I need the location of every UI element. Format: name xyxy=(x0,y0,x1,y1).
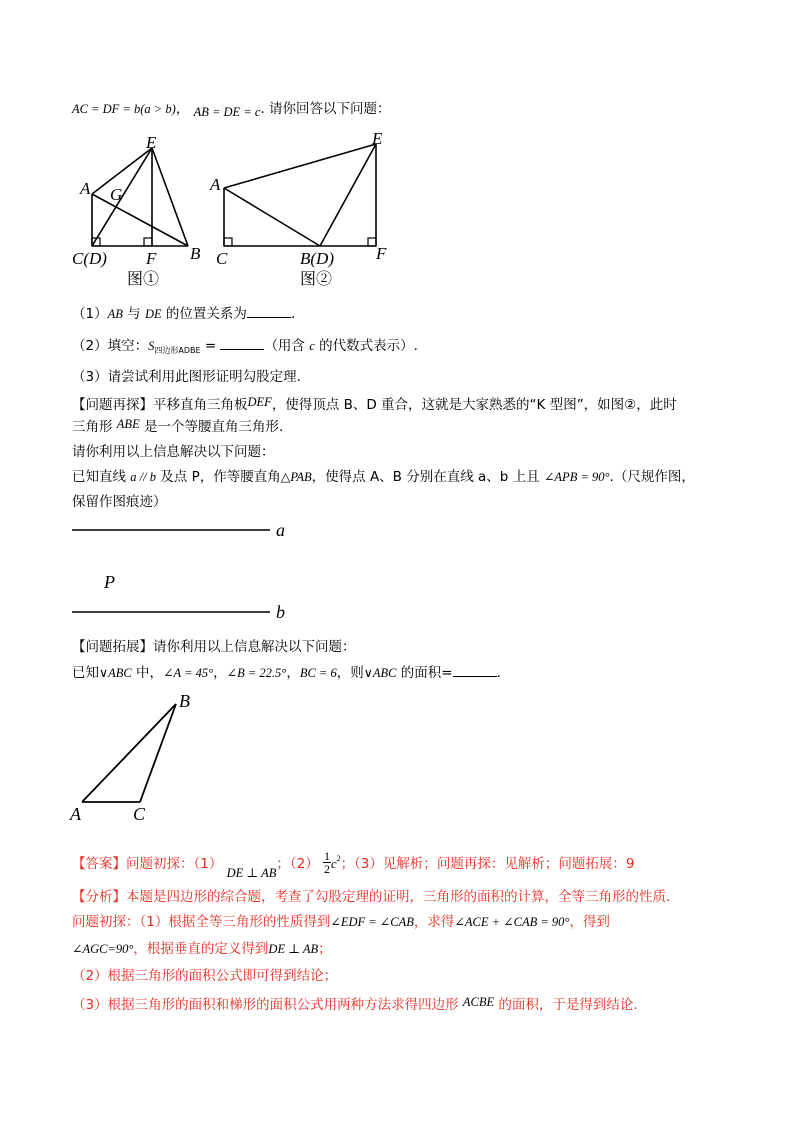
analysis-math-angle-sum: ∠ACE + ∠CAB = 90° xyxy=(454,915,570,929)
analysis-math-angle-agc: ∠AGC=90° xyxy=(72,942,134,956)
answer-heading: 【答案】 xyxy=(72,856,126,872)
question-1 xyxy=(72,305,295,323)
q2-math-s: S xyxy=(148,339,155,353)
answer-text-3: ；（3）见解析；问题再探：见解析；问题拓展：9 xyxy=(340,856,635,872)
answer-line xyxy=(72,848,635,880)
explore-line-4 xyxy=(72,468,695,486)
explore-text-5: 请你利用以上信息解决以下问题： xyxy=(72,444,275,460)
analysis-text-2a: 问题初探：（1）根据全等三角形的性质得到 xyxy=(72,914,331,930)
fig2-caption: 图② xyxy=(300,271,333,288)
answer-superscript: 2 xyxy=(336,854,341,863)
q1-end: . xyxy=(290,306,296,322)
q1-math-ab: AB xyxy=(107,307,123,321)
analysis-line-3 xyxy=(72,940,332,958)
explore-text-10: 保留作图痕迹） xyxy=(72,494,167,510)
explore-text-2: ，使得顶点 B、D 重合，这就是大家熟悉的“K 型图”，如图②，此时 xyxy=(271,397,677,413)
triangle-figure xyxy=(0,688,800,828)
answer-text-2: ；（2） xyxy=(276,856,319,872)
extend-sep-1: ， xyxy=(213,665,227,681)
fig2-label-F: F xyxy=(376,244,387,263)
extend-line-2 xyxy=(72,664,501,682)
analysis-text-3a: ，根据垂直的定义得到 xyxy=(133,941,269,957)
q2-subscript: 四边形ADBE xyxy=(154,346,201,355)
explore-text-4: 是一个等腰直角三角形. xyxy=(139,419,284,435)
analysis-line-4 xyxy=(72,967,337,985)
q2-paren: （用含 xyxy=(264,338,310,354)
analysis-math-acbe: ACBE xyxy=(462,995,495,1009)
equation-ab-de: AB = DE = c xyxy=(193,105,261,119)
explore-line-1 xyxy=(72,396,677,414)
triangle-label-B: B xyxy=(179,691,190,711)
q2-answer-blank[interactable] xyxy=(220,337,264,350)
line-a-label: a xyxy=(276,520,285,540)
answer-math-c: c xyxy=(331,857,337,871)
line-b-label: b xyxy=(276,602,285,622)
extend-line-1 xyxy=(72,638,356,656)
extend-text-3: 中， xyxy=(131,665,164,681)
analysis-heading: 【分析】 xyxy=(72,889,126,905)
answer-fraction xyxy=(323,850,331,875)
extend-sep-2: ， xyxy=(286,665,300,681)
answer-math-perpendicular: DE ⊥ AB xyxy=(226,866,277,880)
q1-answer-blank[interactable] xyxy=(247,305,291,318)
q2-math-c: c xyxy=(309,339,315,353)
analysis-text-5b: 的面积，于是得到结论. xyxy=(494,997,638,1013)
analysis-text-4: （2）根据三角形的面积公式即可得到结论； xyxy=(72,968,338,984)
analysis-line-2 xyxy=(72,913,610,931)
fraction-numerator: 1 xyxy=(324,848,330,863)
extend-math-abc-2: ∨ABC xyxy=(363,666,397,680)
q1-number: （1） xyxy=(72,306,108,322)
q3-text: （3）请尝试利用此图形证明勾股定理. xyxy=(72,369,301,385)
question-3 xyxy=(72,368,301,386)
fig2-label-A: A xyxy=(210,175,221,194)
figure-2 xyxy=(224,144,376,246)
explore-line-2 xyxy=(72,418,283,436)
explore-text-9: .（尺规作图， xyxy=(609,469,695,485)
figure-1 xyxy=(92,148,188,246)
explore-math-def: DEF xyxy=(247,395,272,409)
extend-heading: 【问题拓展】 xyxy=(72,639,153,655)
fig2-label-C: C xyxy=(216,249,228,268)
explore-math-angle-apb: ∠APB = 90° xyxy=(543,470,610,484)
explore-text-8: ，使得点 A、B 分别在直线 a、b 上且 xyxy=(311,469,544,485)
q1-text: 的位置关系为 xyxy=(161,306,247,322)
analysis-math-perpendicular: DE ⊥ AB xyxy=(268,942,319,956)
fig1-label-E: E xyxy=(146,133,157,152)
analysis-line-1 xyxy=(72,888,670,906)
fig2-label-B: B(D) xyxy=(300,249,334,268)
q2-equals: = xyxy=(200,338,221,354)
analysis-line-5 xyxy=(72,996,638,1014)
analysis-text-2b: ，求得 xyxy=(413,914,455,930)
fig2-label-E: E xyxy=(372,129,383,148)
explore-text-6: 已知直线 xyxy=(72,469,131,485)
extend-text-2: 已知 xyxy=(72,665,99,681)
explore-math-triangle-pab: △PAB xyxy=(280,470,312,484)
intro-line xyxy=(72,100,391,118)
extend-math-abc-1: ∨ABC xyxy=(99,666,132,680)
explore-text-7: 及点 P，作等腰直角 xyxy=(156,469,281,485)
explore-heading: 【问题再探】 xyxy=(72,397,153,413)
point-p-label: P xyxy=(104,572,115,592)
extend-end: . xyxy=(496,665,501,681)
extend-math-bc: BC = 6 xyxy=(299,666,337,680)
separator: ， xyxy=(175,101,190,117)
fig1-label-A: A xyxy=(80,179,91,198)
fig1-caption: 图① xyxy=(127,271,160,288)
explore-text-1: 平移直角三角板 xyxy=(153,397,248,413)
explore-math-abe: ABE xyxy=(116,417,140,431)
q2-number: （2）填空： xyxy=(72,338,149,354)
q2-paren-end: 的代数式表示）. xyxy=(314,338,418,354)
explore-line-3 xyxy=(72,443,275,461)
explore-math-parallel: a // b xyxy=(130,470,156,484)
triangle-label-A: A xyxy=(70,804,81,824)
equation-ac-df: AC = DF = b(a > b) xyxy=(72,102,176,116)
extend-text-5: 的面积= xyxy=(396,665,453,681)
q1-mid: 与 xyxy=(122,306,145,322)
extend-math-angle-a: ∠A = 45° xyxy=(163,666,214,680)
analysis-text-2c: ，得到 xyxy=(569,914,610,930)
fig1-label-C: C(D) xyxy=(72,249,107,268)
extend-math-angle-b: ∠B = 22.5° xyxy=(226,666,287,680)
fig1-label-F: F xyxy=(146,249,157,268)
parallel-lines-figure xyxy=(0,515,800,625)
answer-text-1: 问题初探：（1） xyxy=(126,856,223,872)
analysis-text-5a: （3）根据三角形的面积和梯形的面积公式用两种方法求得四边形 xyxy=(72,997,463,1013)
fig1-label-B: B xyxy=(190,244,201,263)
analysis-text-3b: ； xyxy=(318,941,332,957)
analysis-text-1: 本题是四边形的综合题，考查了勾股定理的证明，三角形的面积的计算，全等三角形的性质. xyxy=(126,889,671,905)
figures-1-2 xyxy=(0,128,800,308)
extend-answer-blank[interactable] xyxy=(453,664,497,677)
explore-text-3: 三角形 xyxy=(72,419,117,435)
intro-text: . 请你回答以下问题： xyxy=(260,101,391,117)
triangle-label-C: C xyxy=(133,804,146,824)
analysis-math-angle-edf: ∠EDF = ∠CAB xyxy=(330,915,414,929)
q1-math-de: DE xyxy=(144,307,162,321)
question-2 xyxy=(72,337,418,360)
extend-text-4: ，则 xyxy=(336,665,364,681)
fig1-label-G: G xyxy=(110,185,123,204)
explore-line-5 xyxy=(72,493,167,511)
fraction-denominator: 2 xyxy=(324,861,330,876)
extend-text-1: 请你利用以上信息解决以下问题： xyxy=(153,639,356,655)
